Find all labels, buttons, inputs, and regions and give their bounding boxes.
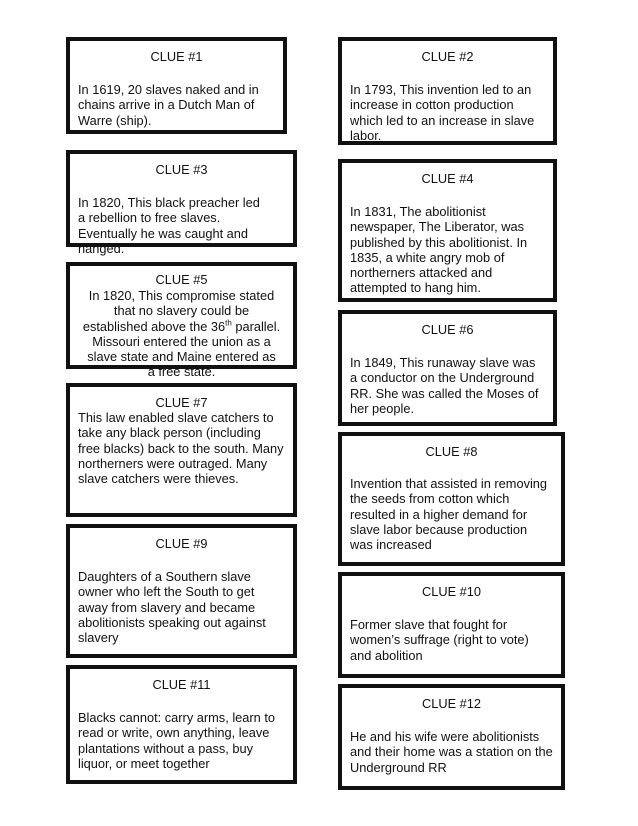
clue-title: CLUE #2 bbox=[421, 49, 474, 64]
clue-text: Former slave that fought for women’s suffrage (right to vote) and abolition bbox=[350, 617, 529, 663]
clue-card-1 bbox=[66, 37, 287, 134]
clue-card-3 bbox=[66, 150, 297, 256]
clue-card-5 bbox=[66, 262, 297, 380]
clue-text-part: parallel. Missouri entered the union as a slave state and Maine entered as a free state. bbox=[87, 318, 281, 380]
clue-title: CLUE #7 bbox=[155, 395, 208, 410]
clue-title: CLUE #4 bbox=[421, 171, 474, 186]
clue-text: In 1831, The abolitionist newspaper, The Liberator, was published by this abolitionist. In 1835, a white angry mob of northerners attacked and attempted to hang him. bbox=[350, 204, 528, 296]
clue-text: He and his wife were abolitionists and their home was a station on the Underground RR bbox=[350, 729, 553, 775]
clue-card-8 bbox=[338, 432, 565, 566]
clue-title: CLUE #10 bbox=[421, 584, 482, 599]
clue-title: CLUE #12 bbox=[421, 696, 482, 711]
clue-text: In 1619, 20 slaves naked and in chains arrive in a Dutch Man of Warre (ship). bbox=[78, 82, 259, 128]
clue-card-11 bbox=[66, 665, 297, 784]
clue-card-7 bbox=[66, 383, 297, 517]
clue-card-10 bbox=[338, 572, 565, 678]
clue-text bbox=[78, 288, 285, 379]
clue-text: Invention that assisted in removing the seeds from cotton which resulted in a higher demand for slave labor because production was increased bbox=[350, 476, 548, 553]
clue-title: CLUE #8 bbox=[425, 444, 478, 459]
clue-title: CLUE #11 bbox=[152, 677, 211, 692]
clue-text: This law enabled slave catchers to take any black person (including free blacks) back to the south. Many northerners were outraged. Many slave catchers were thieves. bbox=[78, 410, 284, 487]
clue-title: CLUE #1 bbox=[150, 49, 203, 64]
clue-text-part: In 1820, This compromise stated that no slavery could be established above the 36 bbox=[82, 288, 275, 334]
clue-text: In 1820, This black preacher led a rebellion to free slaves. Eventually he was caught and hanged. bbox=[78, 195, 260, 256]
clue-card-9 bbox=[66, 524, 297, 658]
clue-title: CLUE #6 bbox=[421, 322, 474, 337]
clue-card-6 bbox=[338, 310, 557, 426]
clue-title: CLUE #9 bbox=[155, 536, 208, 551]
clue-text: Daughters of a Southern slave owner who left the South to get away from slavery and became abolitionists speaking out against slavery bbox=[78, 569, 266, 646]
clue-title: CLUE #3 bbox=[155, 162, 208, 177]
clue-card-12 bbox=[338, 684, 565, 790]
clue-text: In 1793, This invention led to an increase in cotton production which led to an increase in slave labor. bbox=[350, 82, 535, 143]
clue-title: CLUE #5 bbox=[155, 272, 208, 287]
ordinal-suffix: th bbox=[225, 318, 232, 328]
clue-card-4 bbox=[338, 159, 557, 302]
clue-text: In 1849, This runaway slave was a conductor on the Underground RR. She was called the Moses of her people. bbox=[350, 355, 539, 416]
clue-text: Blacks cannot: carry arms, learn to read or write, own anything, leave plantations without a pass, buy liquor, or meet together bbox=[78, 710, 276, 771]
clue-card-2 bbox=[338, 37, 557, 145]
